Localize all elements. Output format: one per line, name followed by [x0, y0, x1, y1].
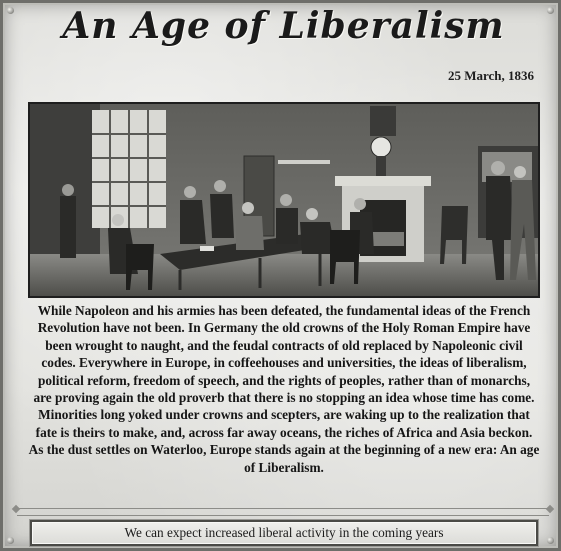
corner-rivet-icon	[7, 537, 14, 544]
event-title: An Age of Liberalism	[62, 5, 505, 47]
event-illustration	[28, 102, 540, 298]
event-date: 25 March, 1836	[447, 68, 534, 83]
meeting-room-illustration	[30, 104, 538, 296]
event-option-button[interactable]: We can expect increased liberal activity in the coming years	[30, 520, 538, 546]
divider	[17, 508, 549, 516]
event-description: While Napoleon and his armies has been defeated, the fundamental ideas of the French Revolution have not been. In Germany the old crowns of the Holy Roman Empire have been wrought to naught, and the feudal contracts of old replaced by Napoleonic civil codes. Everywhere in Europe, in coffeehouses and universities, the ideas of liberalism, political reform, freedom of speech, and the rights of peoples, rather than of monarchs, are proving again the old proverb that there is no stopping an idea whose time has come. Minorities long yoked under crowns and scepters, are waking up to the realization that fate is theirs to make, and, across far away oceans, the riches of Africa and Asia beckon. As the dust settles on Waterloo, Europe stands again at the beginning of a new era: An age of Liberalism.	[28, 303, 540, 475]
corner-rivet-icon	[547, 537, 554, 544]
